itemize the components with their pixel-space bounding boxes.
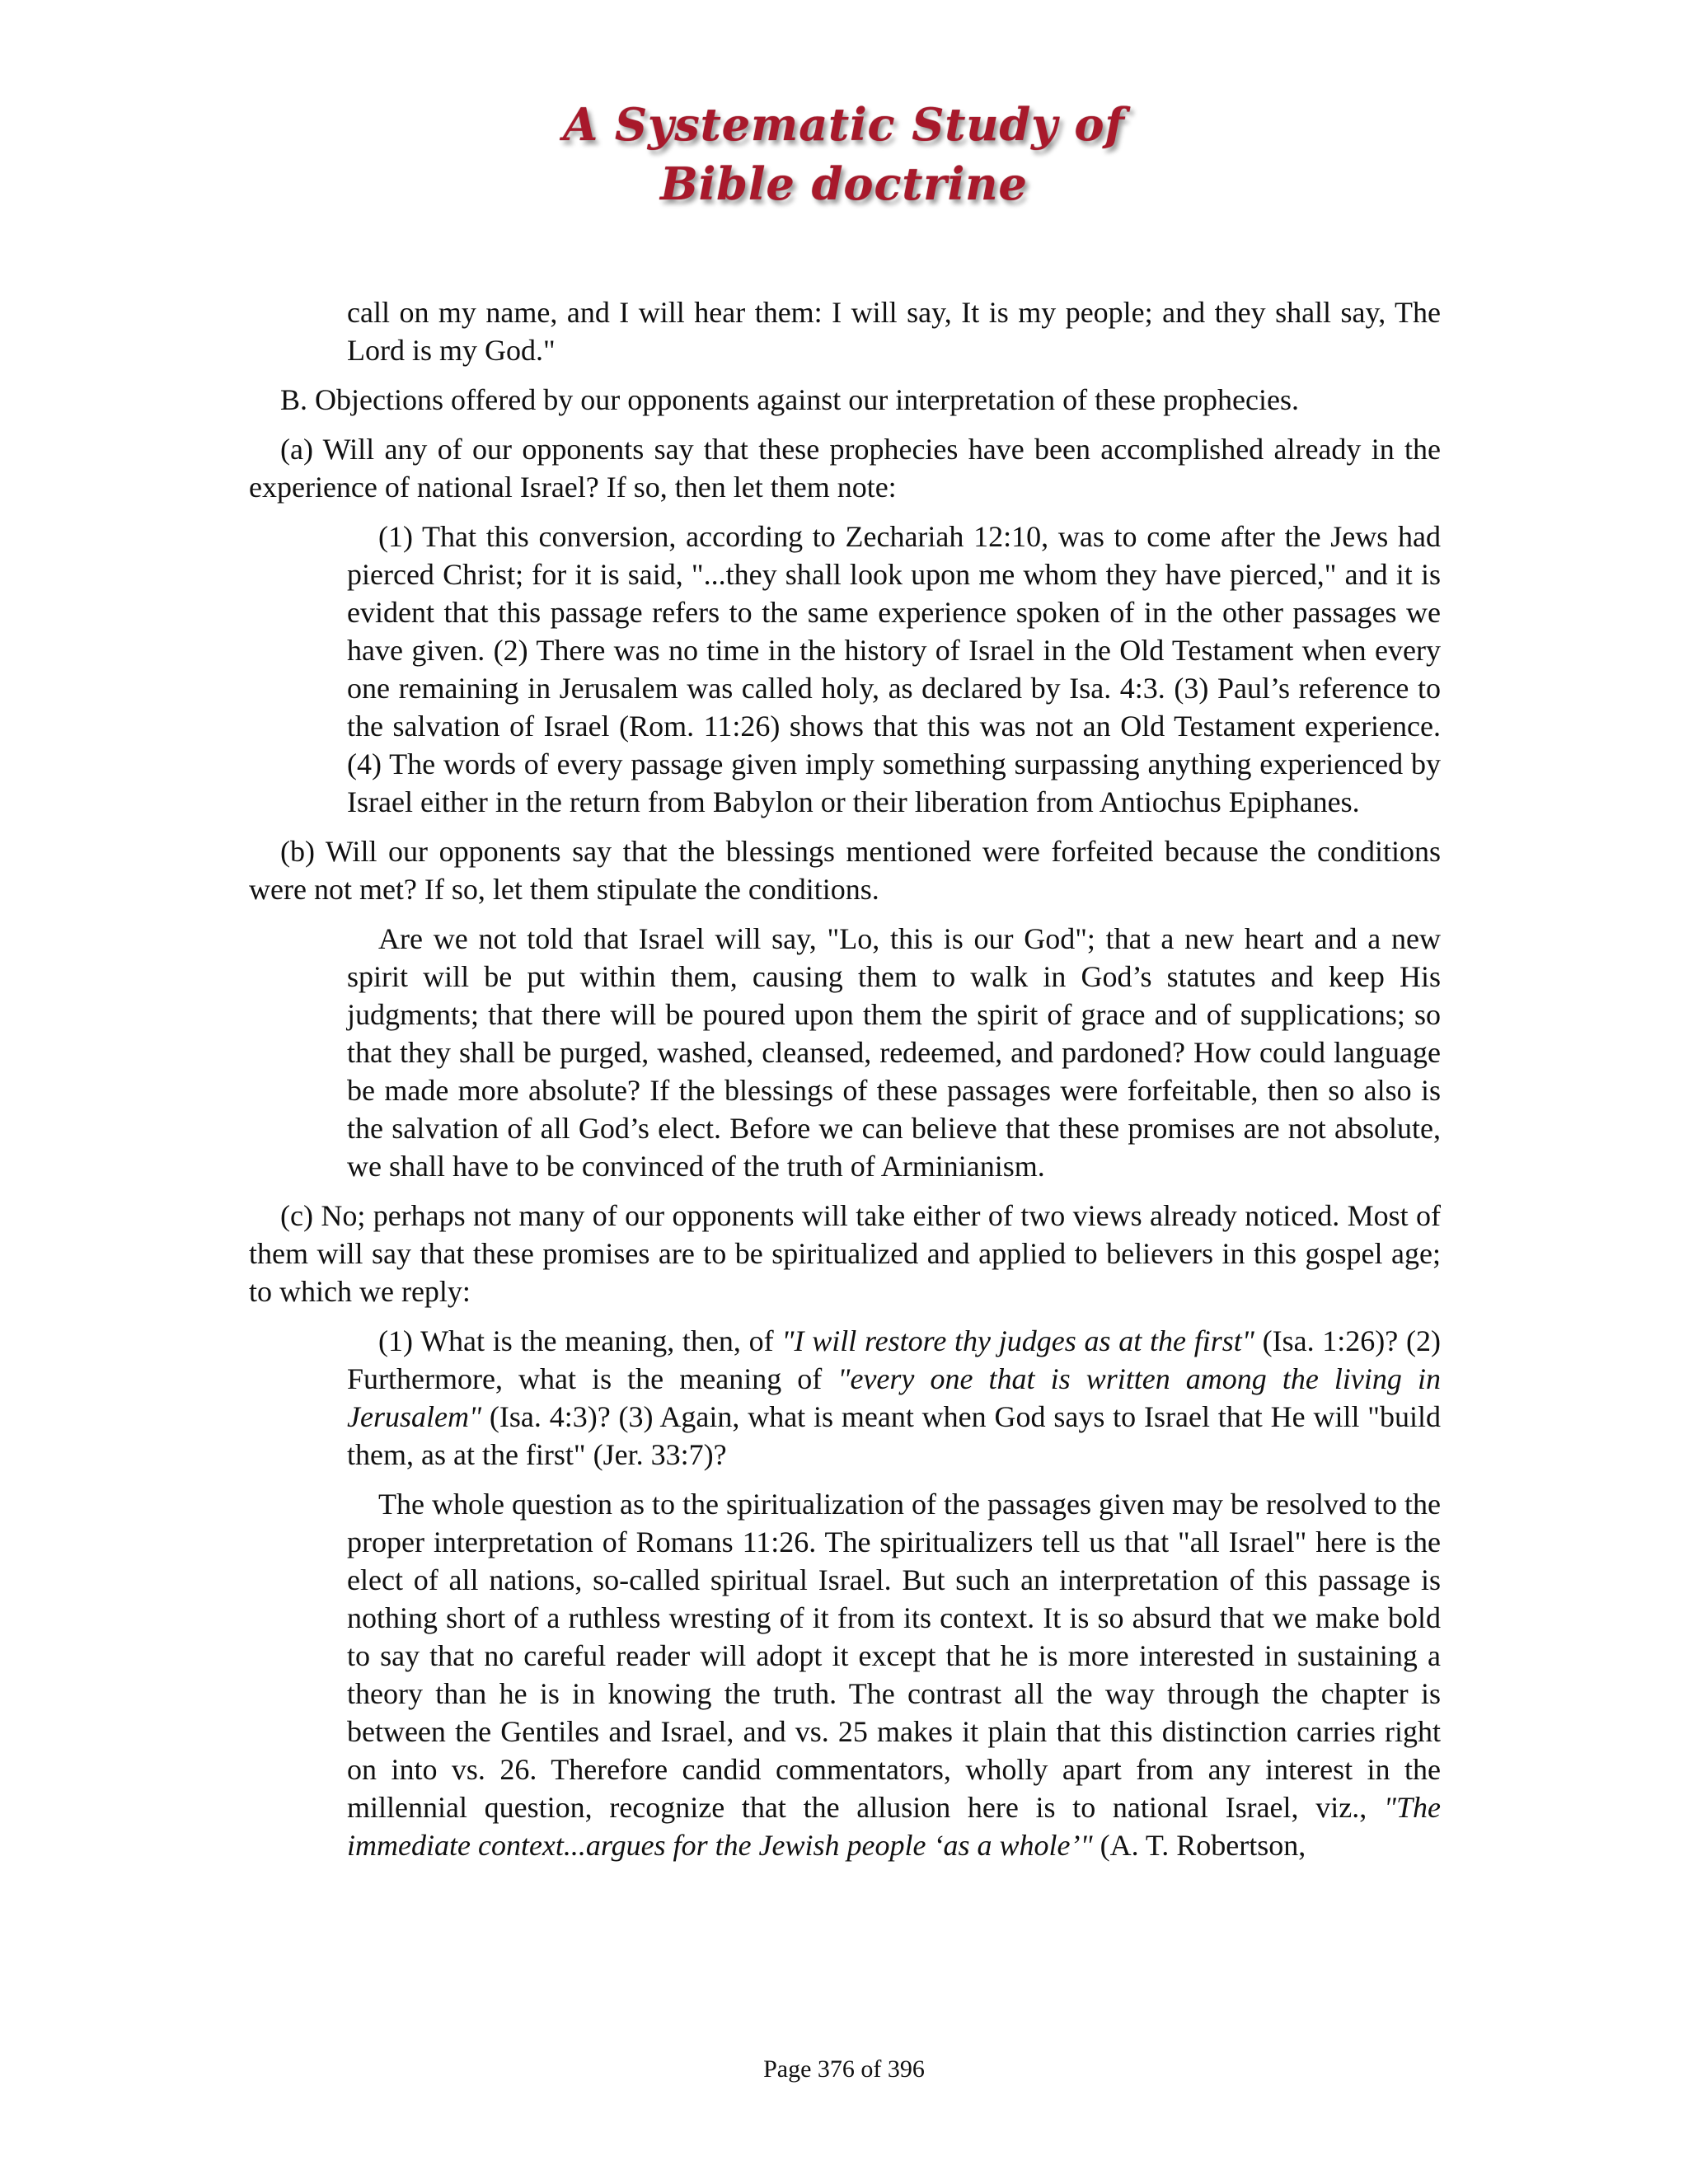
page-number: Page 376 of 396 xyxy=(763,2055,925,2083)
italic-quote: "every one that is written among the living in Jerusalem" xyxy=(347,1362,1441,1433)
book-title-line-1: A Systematic Study of xyxy=(563,98,1125,151)
text-run: (1) What is the meaning, then, of xyxy=(378,1324,782,1357)
paragraph-quote-continuation: call on my name, and I will hear them: I will say, It is my people; and they shall say, The Lord is my God." xyxy=(347,296,1441,367)
text-run: The whole question as to the spiritualization of the passages given may be resolved to the proper interpretation of Romans 11:26. The spiritualizers tell us that "all Israel" here is the elect of all nations, so-called spiritual Israel. But such an interpretation of this passage is nothing short of a ruthless wresting of it from its context. It is so absurd that we make bold to say that no careful reader will adopt it except that he is more interested in sustaining a theory than he is in knowing the truth. The contrast all the way through the chapter is between the Gentiles and Israel, and vs. 25 makes it plain that this distinction carries right on into vs. 26. Therefore candid commentators, wholly apart from any interest in the millennial question, recognize that the allusion here is to national Israel, viz., xyxy=(347,1488,1441,1824)
paragraph-objection-a-reply: (1) That this conversion, according to Zechariah 12:10, was to come after the Jews had pierced Christ; for it is said, "...they shall look upon me whom they have pierced," and it is evident that this passage refers to the same experience spoken of in the other passages we have given. (2) There was no time in the history of Israel in the Old Testament when every one remaining in Jerusalem was called holy, as declared by Isa. 4:3. (3) Paul’s reference to the salvation of Israel (Rom. 11:26) shows that this was not an Old Testament experience. (4) The words of every passage given imply something surpassing anything experienced by Israel either in the return from Babylon or their liberation from Antiochus Epiphanes. xyxy=(347,520,1441,818)
paragraph-objection-b-reply: Are we not told that Israel will say, "Lo, this is our God"; that a new heart and a new spirit will be put within them, causing them to walk in God’s statutes and keep His judgments; that there will be poured upon them the spirit of grace and of supplications; so that they shall be purged, washed, cleansed, redeemed, and pardoned? How could language be made more absolute? If the blessings of these passages were forfeitable, then so also is the salvation of all God’s elect. Before we can believe that these promises are not absolute, we shall have to be convinced of the truth of Arminianism. xyxy=(347,922,1441,1183)
paragraph-objection-b: (b) Will our opponents say that the blessings mentioned were forfeited because the conditions were not met? If so, let them stipulate the conditions. xyxy=(249,835,1441,906)
text-run: (Isa. 1:26)? (2) Furthermore, what is the meaning of xyxy=(347,1324,1441,1395)
paragraph-objection-a: (a) Will any of our opponents say that these prophecies have been accomplished already in the experience of national Israel? If so, then let them note: xyxy=(249,433,1441,504)
paragraph-section-b-heading: B. Objections offered by our opponents against our interpretation of these prophecies. xyxy=(280,383,1300,416)
text-run: (Isa. 4:3)? (3) Again, what is meant when God says to Israel that He will "build them, as at the first" (Jer. 33:7)? xyxy=(347,1400,1441,1471)
italic-quote: "I will restore thy judges as at the first" xyxy=(781,1324,1254,1357)
page-body xyxy=(0,293,1688,1864)
text-run: (A. T. Robertson, xyxy=(1092,1829,1306,1862)
italic-quote: "The immediate context...argues for the Jewish people ‘as a whole’" xyxy=(347,1791,1441,1862)
paragraph-spiritualization xyxy=(347,1485,1441,1864)
book-title-banner xyxy=(0,95,1688,213)
book-title-line-2: Bible doctrine xyxy=(660,157,1028,210)
paragraph-objection-c: (c) No; perhaps not many of our opponents will take either of two views already noticed. Most of them will say that these promises are to be spiritualized and applied to believers in this gospel age; to which we reply: xyxy=(249,1199,1441,1308)
paragraph-objection-c-reply xyxy=(347,1322,1441,1474)
